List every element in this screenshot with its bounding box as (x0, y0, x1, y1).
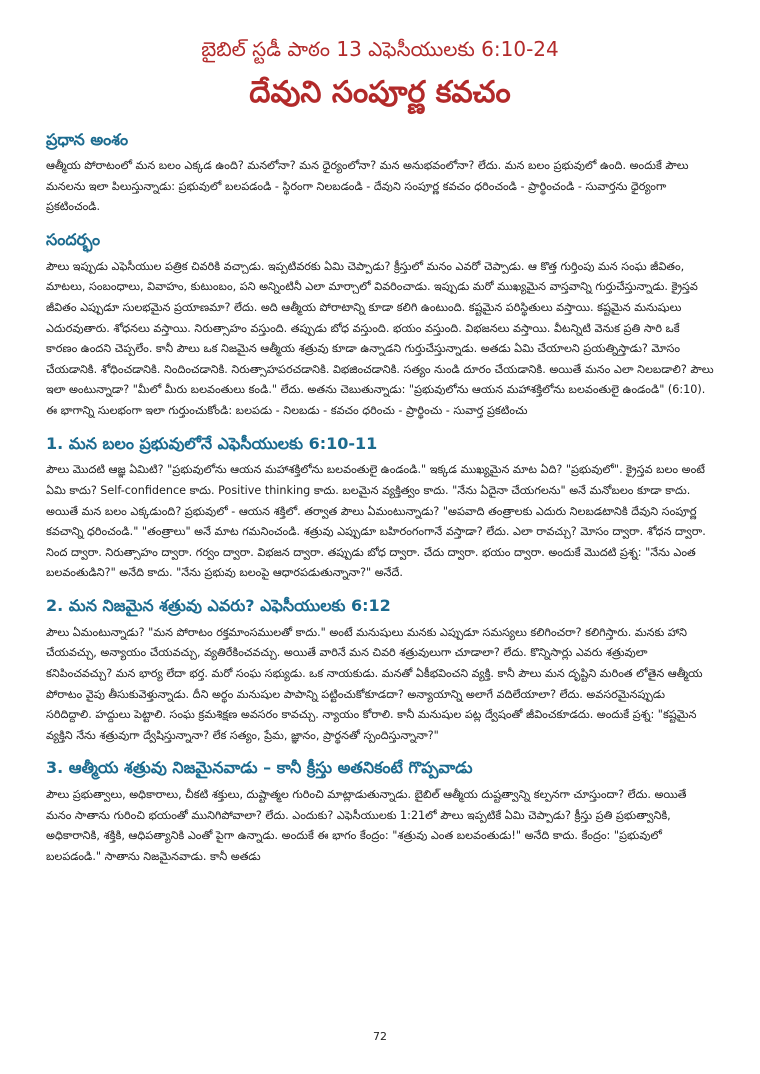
section-body-context: పౌలు ఇప్పుడు ఎఫెసీయుల పత్రిక చివరికి వచ్చాడు. ఇప్పటివరకు ఏమి చెప్పాడు? క్రీస్తులో మనం ఎవరో చెప్పాడు. ఆ కొత్త గుర్తింపు మన సంఘ జీవితం, మాటలు, సంబంధాలు, వివాహం, కుటుంబం, పని అన్నింటినీ ఎలా మార్చాలో వివరించాడు. ఇప్పుడు మరో ముఖ్యమైన వాస్తవాన్ని గుర్తుచేస్తున్నాడు. క్రైస్తవ జీవితం ఎప్పుడూ సులభమైన ప్రయాణమా? లేదు. అది ఆత్మీయ పోరాటాన్ని కూడా కలిగి ఉంటుంది. కష్టమైన పరిస్థితులు వస్తాయి. కష్టమైన మనుషులు ఎదురవుతారు. శోధనలు వస్తాయి. నిరుత్సాహం వస్తుంది. తప్పుడు బోధ వస్తుంది. భయం వస్తుంది. విభజనలు వస్తాయి. వీటన్నిటి వెనుక ప్రతి సారి ఒకే కారణం ఉందని చెప్పలేం. కానీ పౌలు ఒక నిజమైన ఆత్మీయ శత్రువు కూడా ఉన్నాడని గుర్తుచేస్తున్నాడు. అతడు ఏమి చేయాలని ప్రయత్నిస్తాడు? మోసం చేయడానికి. శోధించడానికి. నిందించడానికి. నిరుత్సాహపరచడానికి. విభజించడానికి. సత్యం నుండి దూరం చేయడానికి. అయితే మనం ఎలా నిలబడాలి? పౌలు ఇలా అంటున్నాడా? "మీలో మీరు బలవంతులు కండి." లేదు. అతను చెబుతున్నాడు: "ప్రభువులోను ఆయన మహాశక్తిలోను బలవంతులై ఉండండి" (6:10). ఈ భాగాన్ని సులభంగా ఇలా గుర్తుంచుకోండి: బలపడు - నిలబడు - కవచం ధరించు - ప్రార్థించు - సువార్త ప్రకటించు (46, 259, 714, 418)
page-number: 72 (373, 1030, 387, 1043)
section-heading-3: 3. ఆత్మీయ శత్రువు నిజమైనవాడు – కానీ క్రీస్తు అతనికంటే గొప్పవాడు (46, 758, 473, 778)
section-heading-2: 2. మన నిజమైన శత్రువు ఎవరు? ఎఫెసీయులకు 6:12 (46, 595, 391, 615)
section-body-3: పౌలు ప్రభుత్వాలు, అధికారాలు, చీకటి శక్తులు, దుష్టాత్మల గురించి మాట్లాడుతున్నాడు. బైబిల్ ఆత్మీయ దుష్టత్వాన్ని కల్పనగా చూస్తుందా? లేదు. అయితే మనం సాతాను గురించి భయంతో మునిగిపోవాలా? లేదు. ఎందుకు? ఎఫెసీయులకు 1:21లో పౌలు ఇప్పటికే ఏమి చెప్పాడు? క్రీస్తు ప్రతి ప్రభుత్వానికి, అధికారానికి, శక్తికి, ఆధిపత్యానికి ఎంతో పైగా ఉన్నాడు. అందుకే ఈ భాగం కేంద్రం: "శత్రువు ఎంత బలవంతుడు!" అనేది కాదు. కేంద్రం: "ప్రభువులో బలపడండి." సాతాను నిజమైనవాడు. కానీ అతడు (46, 788, 687, 863)
section-heading-context: సందర్భం (46, 230, 101, 250)
lesson-title: దేవుని సంపూర్ణ కవచం (249, 75, 511, 110)
section-body-2: పౌలు ఏమంటున్నాడు? "మన పోరాటం రక్తమాంసములతో కాదు." అంటే మనుషులు మనకు ఎప్పుడూ సమస్యలు కలిగించరా? కలిగిస్తారు. మనకు హాని చేయవచ్చు, అన్యాయం చేయవచ్చు, వ్యతిరేకించవచ్చు. అయితే వారినే మన చివరి శత్రువులుగా చూడాలా? లేదు. కొన్నిసార్లు ఎవరు శత్రువులా కనిపించవచ్చు? మన భార్య లేదా భర్త. మరో సంఘ సభ్యుడు. ఒక నాయకుడు. మనతో ఏకీభవించని వ్యక్తి. కానీ పౌలు మన దృష్టిని మరింత లోతైన ఆత్మీయ పోరాటం వైపు తీసుకువెళ్తున్నాడు. దీని అర్థం మనుషుల పాపాన్ని పట్టించుకోకూడదా? అన్యాయాన్ని అలాగే వదిలేయాలా? లేదు. అవసరమైనప్పుడు సరిదిద్దాలి. హద్దులు పెట్టాలి. సంఘ క్రమశిక్షణ అవసరం కావచ్చు. న్యాయం కోరాలి. కానీ మనుషుల పట్ల ద్వేషంతో జీవించకూడదు. అందుకే ప్రశ్న: "కష్టమైన వ్యక్తిని నేను శత్రువుగా ద్వేషిస్తున్నానా? లేక సత్యం, ప్రేమ, జ్ఞానం, ప్రార్థనతో స్పందిస్తున్నానా?" (46, 625, 703, 742)
section-body-1: పౌలు మొదటి ఆజ్ఞ ఏమిటి? "ప్రభువులోను ఆయన మహాశక్తిలోను బలవంతులై ఉండండి." ఇక్కడ ముఖ్యమైన మాట ఏది? "ప్రభువులో". క్రైస్తవ బలం అంటే ఏమి కాదు? Self-confidence కాదు. Positive thinking కాదు. బలమైన వ్యక్తిత్వం కాదు. "నేను ఏదైనా చేయగలను" అనే మనోబలం కూడా కాదు. అయితే మన బలం ఎక్కడుంది? ప్రభువులో - ఆయన శక్తిలో. తర్వాత పౌలు ఏమంటున్నాడు? "అపవాది తంత్రాలకు ఎదురు నిలబడటానికి దేవుని సంపూర్ణ కవచాన్ని ధరించండి." "తంత్రాలు" అనే మాట గమనించండి. శత్రువు ఎప్పుడూ బహిరంగంగానే వస్తాడా? లేదు. ఎలా రావచ్చు? మోసం ద్వారా. శోధన ద్వారా. నింద ద్వారా. నిరుత్సాహం ద్వారా. గర్వం ద్వారా. విభజన ద్వారా. తప్పుడు బోధ ద్వారా. చేదు ద్వారా. భయం ద్వారా. అందుకే మొదటి ప్రశ్న: "నేను ఎంత బలవంతుడిని?" అనేది కాదు. "నేను ప్రభువు బలంపై ఆధారపడుతున్నానా?" అనేదే. (46, 463, 706, 580)
section-heading-main-theme: ప్రధాన అంశం (46, 129, 129, 149)
section-heading-1: 1. మన బలం ప్రభువులోనే ఎఫెసీయులకు 6:10-11 (46, 433, 378, 453)
section-body-main-theme: ఆత్మీయ పోరాటంలో మన బలం ఎక్కడ ఉంది? మనలోనా? మన ధైర్యంలోనా? మన అనుభవంలోనా? లేదు. మన బలం ప్రభువులో ఉంది. అందుకే పౌలు మనలను ఇలా పిలుస్తున్నాడు: ప్రభువులో బలపడండి - స్థిరంగా నిలబడండి - దేవుని సంపూర్ణ కవచం ధరించండి - ప్రార్థించండి - సువార్తను ధైర్యంగా ప్రకటించండి. (46, 159, 689, 214)
lesson-subtitle: బైబిల్ స్టడీ పాఠం 13 ఎఫెసీయులకు 6:10-24 (201, 37, 559, 61)
